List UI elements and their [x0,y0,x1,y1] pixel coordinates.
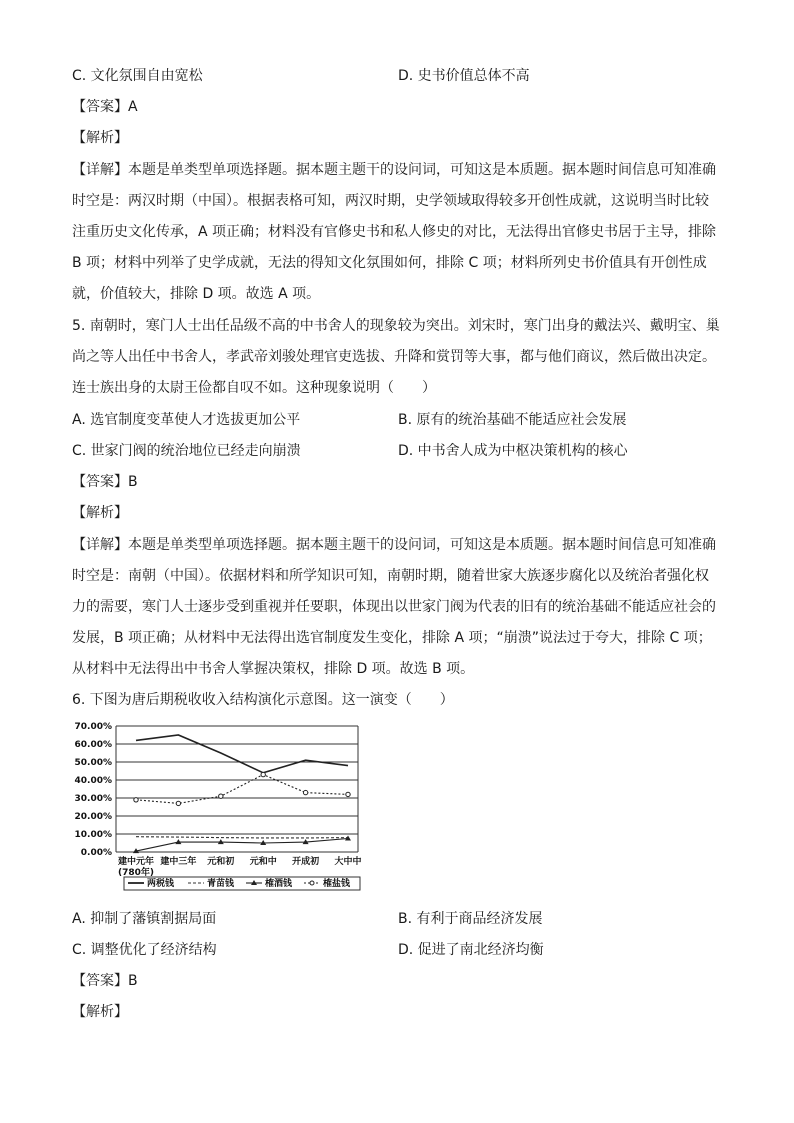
q4-option-c: C. 文化氛围自由宽松 [72,68,203,84]
q5-stem-line: 5. 南朝时，寒门人士出任品级不高的中书舍人的现象较为突出。刘宋时，寒门出身的戴法兴、戴明宝、巢 [72,318,720,334]
q5-option-d: D. 中书舍人成为中枢决策机构的核心 [398,443,628,459]
y-tick-label: 60.00% [74,740,112,750]
q5-option-a: A. 选官制度变革使人才选拔更加公平 [72,412,301,428]
q4-detail-line: B 项；材料中列举了史学成就，无法的得知文化氛围如何，排除 C 项；材料所列史书价值具有开创性成 [72,255,707,271]
q6-analysis-heading: 【解析】 [72,1004,128,1020]
series-line [136,735,348,773]
q6-option-a: A. 抑制了藩镇割据局面 [72,911,217,927]
data-point [219,794,223,798]
q5-detail-line: 从材料中无法得出中书舍人掌握决策权，排除 D 项。故选 B 项。 [72,661,475,677]
data-point [134,798,138,802]
series-line [136,837,348,838]
q5-analysis-heading: 【解析】 [72,505,128,521]
data-point [345,836,351,841]
q5-option-b: B. 原有的统治基础不能适应社会发展 [398,412,627,428]
q5-detail-line: 【详解】本题是单类型单项选择题。据本题主题干的设问词，可知这是本质题。据本题时间信息可知准确 [72,537,716,553]
y-tick-label: 30.00% [74,794,112,804]
y-tick-label: 40.00% [74,776,112,786]
q5-answer: 【答案】B [72,474,138,490]
legend-label: 榷盐钱 [323,879,351,889]
legend-marker [310,881,314,885]
q4-analysis-heading: 【解析】 [72,130,128,146]
q6-answer: 【答案】B [72,973,138,989]
q5-option-c: C. 世家门阀的统治地位已经走向崩溃 [72,443,301,459]
series-line [136,839,348,852]
x-tick-label: 元和初 [207,857,235,867]
data-point [176,801,180,805]
q5-detail-line: 力的需要，寒门人士逐步受到重视并任要职，体现出以世家门阀为代表的旧有的统治基础不能适应社会的 [72,599,716,615]
q5-stem-line: 尚之等人出任中书舍人，孝武帝刘骏处理官吏选拔、升降和赏罚等大事，都与他们商议，然后做出决定。 [72,349,716,365]
data-point [303,790,307,794]
y-tick-label: 20.00% [74,812,112,822]
q4-detail-line: 就，价值较大，排除 D 项。故选 A 项。 [72,286,321,302]
q4-detail-line: 【详解】本题是单类型单项选择题。据本题主题干的设问词，可知这是本质题。据本题时间信息可知准确 [72,162,716,178]
x-tick-sublabel: (780年) [117,868,155,878]
y-tick-label: 0.00% [80,848,112,858]
x-tick-label: 大中中 [334,857,362,867]
q5-stem-line: 连士族出身的太尉王俭都自叹不如。这种现象说明（ ） [72,380,436,396]
x-tick-label: 建中元年 [117,857,155,867]
q6-option-c: C. 调整优化了经济结构 [72,942,217,958]
q5-detail-line: 发展，B 项正确；从材料中无法得出选官制度发生变化，排除 A 项；“崩溃”说法过于夸大，排除 C 项； [72,630,712,646]
x-tick-label: 开成初 [292,857,320,867]
legend-label: 榷酒钱 [265,879,293,889]
tax-structure-line-chart [66,714,366,896]
x-tick-label: 建中三年 [160,857,197,867]
series-line [136,775,348,804]
y-tick-label: 10.00% [74,830,112,840]
legend-label: 青苗钱 [207,879,235,889]
data-point [261,772,265,776]
q4-option-d: D. 史书价值总体不高 [398,68,530,84]
y-tick-label: 50.00% [74,758,112,768]
y-tick-label: 70.00% [74,722,112,732]
q5-detail-line: 时空是：南朝（中国）。依据材料和所学知识可知，南朝时期，随着世家大族逐步腐化以及统治者强化权 [72,568,709,584]
q4-detail-line: 注重历史文化传承，A 项正确；材料没有官修史书和私人修史的对比，无法得出官修史书居于主导，排除 [72,224,717,240]
x-tick-label: 元和中 [249,857,277,867]
q4-answer: 【答案】A [72,99,138,115]
q6-stem: 6. 下图为唐后期税收收入结构演化示意图。这一演变（ ） [72,692,454,708]
q6-option-d: D. 促进了南北经济均衡 [398,942,544,958]
data-point [346,792,350,796]
q6-option-b: B. 有利于商品经济发展 [398,911,543,927]
legend-label: 两税钱 [147,879,175,889]
q4-detail-line: 时空是：两汉时期（中国）。根据表格可知，两汉时期，史学领域取得较多开创性成就，这说明当时比较 [72,193,709,209]
